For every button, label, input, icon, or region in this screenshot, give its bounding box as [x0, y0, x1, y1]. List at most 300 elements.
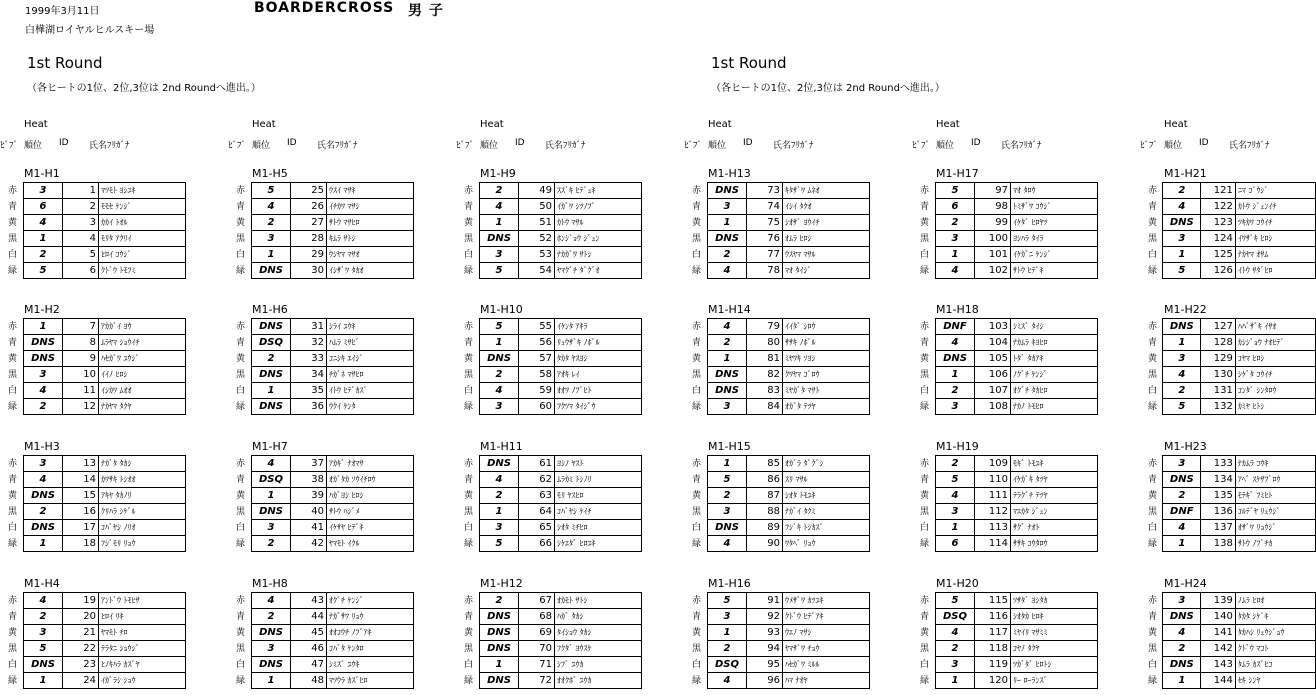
id-cell: 71: [519, 657, 555, 673]
name-cell: ﾔﾏﾓﾄ ﾁﾛ: [99, 625, 186, 641]
id-cell: 92: [747, 609, 783, 625]
name-cell: ｺﾙﾃﾞﾔ ﾘｭｳｼﾞ: [1235, 504, 1315, 520]
col-header-id: ID: [743, 138, 753, 148]
bib-color: 黒: [692, 643, 702, 654]
id-cell: 38: [291, 472, 327, 488]
bib-color: 白: [236, 659, 246, 670]
bib-color: 青: [692, 474, 702, 485]
id-cell: 8: [63, 335, 99, 351]
name-cell: ﾊｶﾞﾖｼ ﾋﾛｼ: [327, 488, 414, 504]
heat-row: [692, 625, 870, 641]
rank-cell: 2: [1163, 183, 1201, 199]
name-cell: ｲｼｲ ﾀｸｵ: [783, 199, 870, 215]
heat-row: [692, 657, 870, 673]
col-header-bib: ﾋﾞﾌﾞ: [456, 141, 475, 151]
name-cell: ｵｻﾞﾜ ﾘｮｳｼﾞ: [1235, 520, 1315, 536]
col-header-id: ID: [971, 138, 981, 148]
name-cell: ｺﾆｼｷ ｴｲｼﾞ: [327, 351, 414, 367]
bib-color: 黄: [920, 627, 930, 638]
name-cell: ｻﾄｳ ﾉﾌﾞﾁｶ: [1235, 536, 1315, 552]
rank-cell: 3: [252, 641, 291, 657]
rank-cell: 5: [708, 472, 747, 488]
col-header-bib: ﾋﾞﾌﾞ: [0, 141, 19, 151]
bib-color: 緑: [1148, 538, 1158, 549]
rank-cell: 1: [1163, 335, 1201, 351]
bib-color: 黒: [920, 643, 930, 654]
id-cell: 128: [1201, 335, 1236, 351]
heat-table: [236, 455, 414, 552]
bib-color: 赤: [464, 595, 474, 606]
heat-name: M1-H15: [708, 440, 751, 453]
heat-row: [692, 488, 870, 504]
heat-name: M1-H13: [708, 167, 751, 180]
heat-row: [8, 183, 186, 199]
col-header-name: 氏名ﾌﾘｶﾞﾅ: [1229, 141, 1270, 151]
name-cell: ｶｶｲ ﾄｵﾙ: [99, 215, 186, 231]
id-cell: 46: [291, 641, 327, 657]
id-cell: 56: [519, 335, 555, 351]
name-cell: ﾅｶﾞﾀ ﾀｶｼ: [99, 456, 186, 472]
heat-row: [8, 641, 186, 657]
heat-table: [920, 592, 1098, 689]
heat-row: [464, 657, 642, 673]
heat-row: [1148, 609, 1316, 625]
rank-cell: DNS: [252, 657, 291, 673]
name-cell: ｳﾒｻﾞﾜ ｶﾂﾕｷ: [783, 593, 870, 609]
heat-row: [1148, 641, 1316, 657]
rank-cell: 3: [24, 367, 63, 383]
name-cell: ﾘｰ ﾛｰﾗﾝｽﾞ: [1011, 673, 1098, 689]
id-cell: 21: [63, 625, 99, 641]
heat-row: [1148, 625, 1316, 641]
rank-cell: DNS: [480, 625, 519, 641]
bib-color: 青: [464, 201, 474, 212]
name-cell: ｱﾍﾞ ｽｹｻﾌﾞﾛｳ: [1235, 472, 1315, 488]
name-cell: ﾋﾛｲ ｺｳｼﾞ: [99, 247, 186, 263]
id-cell: 80: [747, 335, 783, 351]
rank-cell: DNS: [480, 641, 519, 657]
id-cell: 94: [747, 641, 783, 657]
name-cell: ﾅｶﾑﾗ ｷﾖﾋﾛ: [1011, 335, 1098, 351]
rank-cell: DSQ: [936, 609, 975, 625]
heat-row: [236, 367, 414, 383]
col-header-rank: 順位: [252, 141, 271, 151]
id-cell: 97: [975, 183, 1011, 199]
bib-color: 青: [8, 201, 18, 212]
name-cell: ｳｴﾉ ﾏｻｼ: [783, 625, 870, 641]
heat-row: [464, 593, 642, 609]
heat-table: [464, 318, 642, 415]
rank-cell: 1: [24, 319, 63, 335]
col-header-name: 氏名ﾌﾘｶﾞﾅ: [89, 141, 130, 151]
heat-row: [692, 399, 870, 415]
name-cell: ｼﾐｽﾞ ﾕｳｷ: [327, 657, 414, 673]
rank-cell: DNS: [1163, 472, 1201, 488]
name-cell: ﾌｸﾂﾏ ﾀｲｼﾞｳ: [555, 399, 642, 415]
name-cell: ｲｲﾀﾞ ｼﾛｳ: [783, 319, 870, 335]
rank-cell: 3: [936, 504, 975, 520]
id-cell: 5: [63, 247, 99, 263]
rank-cell: 4: [708, 673, 747, 689]
name-cell: ｶﾄｳ ﾏｻﾙ: [555, 215, 642, 231]
heat-row: [920, 657, 1098, 673]
id-cell: 20: [63, 609, 99, 625]
id-cell: 22: [63, 641, 99, 657]
id-cell: 35: [291, 383, 327, 399]
name-cell: ｷﾑﾗ ｻﾄｼ: [327, 231, 414, 247]
rank-cell: 2: [252, 536, 291, 552]
name-cell: ﾏﾂｳﾗ ｶｽﾞﾋﾛ: [327, 673, 414, 689]
name-cell: ｼｵﾀ ﾄﾓﾕｷ: [783, 488, 870, 504]
id-cell: 39: [291, 488, 327, 504]
rank-cell: 3: [24, 625, 63, 641]
name-cell: ｲﾁｶﾜ ﾏｻｼ: [327, 199, 414, 215]
heat-row: [8, 199, 186, 215]
rank-cell: 3: [1163, 456, 1201, 472]
heat-row: [692, 456, 870, 472]
heat-row: [464, 335, 642, 351]
id-cell: 109: [975, 456, 1011, 472]
heat-row: [236, 641, 414, 657]
id-cell: 104: [975, 335, 1011, 351]
id-cell: 115: [975, 593, 1011, 609]
name-cell: ｵｶﾞﾗ ﾀﾞｸﾞｼ: [783, 456, 870, 472]
rank-cell: 1: [252, 247, 291, 263]
rank-cell: 1: [936, 367, 975, 383]
col-header-heat: Heat: [1164, 119, 1188, 130]
id-cell: 69: [519, 625, 555, 641]
round-note-left: （各ヒートの1位、2位,3位は 2nd Roundへ進出。）: [27, 83, 261, 94]
id-cell: 1: [63, 183, 99, 199]
bib-color: 青: [464, 474, 474, 485]
id-cell: 126: [1201, 263, 1236, 279]
heat-table: [8, 455, 186, 552]
col-header-name: 氏名ﾌﾘｶﾞﾅ: [1001, 141, 1042, 151]
bib-color: 黄: [920, 217, 930, 228]
bib-color: 白: [236, 249, 246, 260]
col-header-bib: ﾋﾞﾌﾞ: [1140, 141, 1159, 151]
heat-row: [464, 231, 642, 247]
id-cell: 48: [291, 673, 327, 689]
bib-color: 黒: [1148, 233, 1158, 244]
heat-table: [692, 592, 870, 689]
bib-color: 黄: [236, 217, 246, 228]
id-cell: 6: [63, 263, 99, 279]
rank-cell: 5: [24, 263, 63, 279]
name-cell: ｽﾘ ﾏｻﾙ: [783, 472, 870, 488]
bib-color: 赤: [1148, 595, 1158, 606]
id-cell: 127: [1201, 319, 1236, 335]
id-cell: 111: [975, 488, 1011, 504]
heat-name: M1-H5: [252, 167, 288, 180]
name-cell: ｻﾄｳ ﾋﾃﾞｷ: [1011, 263, 1098, 279]
heat-row: [464, 625, 642, 641]
name-cell: ﾘｭｳｻﾞｷ ﾉﾎﾞﾙ: [555, 335, 642, 351]
name-cell: ﾃﾗｸﾞﾁ ﾃﾂﾔ: [1011, 488, 1098, 504]
id-cell: 143: [1201, 657, 1236, 673]
heat-row: [920, 625, 1098, 641]
rank-cell: 4: [936, 488, 975, 504]
name-cell: ﾓﾓｾ ｹﾝｼﾞ: [99, 199, 186, 215]
rank-cell: DNS: [708, 183, 747, 199]
id-cell: 61: [519, 456, 555, 472]
bib-color: 青: [1148, 201, 1158, 212]
name-cell: ﾖｼﾉ ﾔｽﾄ: [555, 456, 642, 472]
rank-cell: DNS: [708, 231, 747, 247]
rank-cell: 4: [936, 335, 975, 351]
name-cell: ｼﾗｲ ﾕｳｷ: [327, 319, 414, 335]
heat-name: M1-H6: [252, 303, 288, 316]
id-cell: 136: [1201, 504, 1236, 520]
bib-color: 青: [236, 201, 246, 212]
rank-cell: 2: [936, 215, 975, 231]
heat-row: [692, 504, 870, 520]
bib-color: 緑: [236, 675, 246, 686]
name-cell: ﾄﾀﾞ ﾀｶｱｷ: [1011, 351, 1098, 367]
name-cell: ﾆﾏ ｺﾞｳｼﾞ: [1235, 183, 1315, 199]
bib-color: 白: [464, 522, 474, 533]
heat-row: [692, 367, 870, 383]
heat-row: [8, 456, 186, 472]
id-cell: 28: [291, 231, 327, 247]
bib-color: 黒: [236, 643, 246, 654]
col-header-heat: Heat: [936, 119, 960, 130]
heat-row: [692, 383, 870, 399]
bib-color: 赤: [236, 458, 246, 469]
bib-color: 赤: [1148, 458, 1158, 469]
heat-table: [236, 592, 414, 689]
bib-color: 白: [8, 522, 18, 533]
bib-color: 黒: [8, 233, 18, 244]
bib-color: 黄: [236, 490, 246, 501]
bib-color: 緑: [920, 401, 930, 412]
bib-color: 青: [920, 337, 930, 348]
rank-cell: 2: [480, 183, 519, 199]
id-cell: 113: [975, 520, 1011, 536]
bib-color: 緑: [464, 538, 474, 549]
id-cell: 86: [747, 472, 783, 488]
heat-row: [1148, 472, 1316, 488]
heat-row: [8, 351, 186, 367]
rank-cell: 3: [708, 504, 747, 520]
name-cell: ﾎﾝｼﾞｮｳ ｼﾞｭﾝ: [555, 231, 642, 247]
heat-row: [692, 183, 870, 199]
name-cell: ﾌｼﾞｷ ﾄｼｶｽﾞ: [783, 520, 870, 536]
heat-row: [8, 625, 186, 641]
rank-cell: 4: [1163, 367, 1201, 383]
heat-table: [8, 592, 186, 689]
bib-color: 赤: [1148, 321, 1158, 332]
rank-cell: 5: [936, 472, 975, 488]
id-cell: 81: [747, 351, 783, 367]
heat-row: [1148, 383, 1316, 399]
bib-color: 白: [920, 249, 930, 260]
rank-cell: 5: [480, 319, 519, 335]
name-cell: ｲｹｶﾞﾆ ｹﾝｼﾞ: [1011, 247, 1098, 263]
bib-color: 黒: [464, 369, 474, 380]
heat-row: [1148, 263, 1316, 279]
heat-row: [464, 504, 642, 520]
rank-cell: 4: [24, 215, 63, 231]
rank-cell: 1: [24, 536, 63, 552]
name-cell: ｱｷﾔ ﾀｶﾉﾘ: [99, 488, 186, 504]
name-cell: ﾅｶﾔﾏ ｵｻﾑ: [1235, 247, 1315, 263]
rank-cell: 4: [24, 593, 63, 609]
heat-table: [236, 318, 414, 415]
bib-color: 黒: [236, 506, 246, 517]
bib-color: 赤: [1148, 185, 1158, 196]
rank-cell: DNS: [1163, 657, 1201, 673]
name-cell: ﾐﾔｲﾘ ﾏｻﾐﾐ: [1011, 625, 1098, 641]
rank-cell: 4: [252, 199, 291, 215]
heat-name: M1-H19: [936, 440, 979, 453]
id-cell: 59: [519, 383, 555, 399]
id-cell: 83: [747, 383, 783, 399]
heat-row: [1148, 504, 1316, 520]
id-cell: 47: [291, 657, 327, 673]
name-cell: ﾅｶﾞｻﾜ ﾘｮｳ: [327, 609, 414, 625]
name-cell: ｽｽﾞｷ ﾋﾃﾞｭｷ: [555, 183, 642, 199]
id-cell: 124: [1201, 231, 1236, 247]
name-cell: ｼﾐｽﾞ ﾀｲｼ: [1011, 319, 1098, 335]
id-cell: 125: [1201, 247, 1236, 263]
heat-row: [8, 609, 186, 625]
bib-color: 赤: [920, 458, 930, 469]
name-cell: ｲﾜｻﾞｷ ﾋﾛｼ: [1235, 231, 1315, 247]
name-cell: ｵｸﾞﾁ ﾀｶﾋﾛ: [1011, 383, 1098, 399]
name-cell: ﾂｷｶﾜ ｺｳｲﾁ: [1235, 215, 1315, 231]
bib-color: 黄: [236, 353, 246, 364]
heat-row: [692, 520, 870, 536]
rank-cell: DNS: [480, 231, 519, 247]
heat-table: [1148, 455, 1316, 552]
name-cell: ｻｸﾞ ﾅｵﾄ: [1011, 520, 1098, 536]
id-cell: 131: [1201, 383, 1236, 399]
name-cell: ﾃﾗﾀﾆ ｼｮｳｼﾞ: [99, 641, 186, 657]
heat-row: [920, 593, 1098, 609]
name-cell: ｸﾄﾞｳ ﾄﾓﾌﾐ: [99, 263, 186, 279]
heat-row: [464, 247, 642, 263]
rank-cell: 4: [252, 593, 291, 609]
bib-color: 白: [236, 522, 246, 533]
bib-color: 青: [692, 337, 702, 348]
rank-cell: DNS: [24, 335, 63, 351]
name-cell: ｵｶﾞﾀｶ ｿｳｲﾁﾛｳ: [327, 472, 414, 488]
heat-row: [920, 383, 1098, 399]
rank-cell: 4: [708, 536, 747, 552]
name-cell: ｺﾔﾏ ﾋﾛｼ: [1235, 351, 1315, 367]
bib-color: 黄: [8, 217, 18, 228]
bib-color: 黒: [692, 233, 702, 244]
heat-row: [8, 536, 186, 552]
name-cell: ｶｼｼﾞｮｳ ﾅｵﾋﾃﾞ: [1235, 335, 1315, 351]
rank-cell: 1: [936, 673, 975, 689]
heat-row: [8, 520, 186, 536]
rank-cell: 1: [480, 335, 519, 351]
rank-cell: 5: [1163, 399, 1201, 415]
id-cell: 96: [747, 673, 783, 689]
col-header-rank: 順位: [480, 141, 499, 151]
heat-row: [236, 247, 414, 263]
heat-name: M1-H1: [24, 167, 60, 180]
bib-color: 白: [464, 249, 474, 260]
id-cell: 53: [519, 247, 555, 263]
rank-cell: 3: [936, 657, 975, 673]
id-cell: 132: [1201, 399, 1236, 415]
name-cell: ﾓﾃｷﾞ ﾌﾐﾋﾄ: [1235, 488, 1315, 504]
id-cell: 84: [747, 399, 783, 415]
name-cell: ﾁｶﾞﾈ ﾏｻﾋﾛ: [327, 367, 414, 383]
name-cell: ｾｷ ｼﾝﾔ: [1235, 673, 1315, 689]
heat-row: [920, 399, 1098, 415]
heat-table: [692, 318, 870, 415]
heat-row: [8, 367, 186, 383]
rank-cell: 6: [936, 536, 975, 552]
bib-color: 白: [236, 385, 246, 396]
heat-row: [920, 488, 1098, 504]
heat-table: [1148, 592, 1316, 689]
rank-cell: DNS: [252, 367, 291, 383]
rank-cell: 4: [708, 319, 747, 335]
id-cell: 121: [1201, 183, 1236, 199]
heat-row: [920, 504, 1098, 520]
bib-color: 緑: [236, 538, 246, 549]
name-cell: ｳｸｲ ｹﾝﾀ: [327, 399, 414, 415]
round-title-left: 1st Round: [27, 54, 103, 72]
heat-row: [920, 472, 1098, 488]
id-cell: 99: [975, 215, 1011, 231]
bib-color: 緑: [1148, 265, 1158, 276]
id-cell: 26: [291, 199, 327, 215]
bib-color: 緑: [236, 401, 246, 412]
id-cell: 29: [291, 247, 327, 263]
id-cell: 107: [975, 383, 1011, 399]
id-cell: 14: [63, 472, 99, 488]
name-cell: ﾏｴｶﾀ ｼﾞｭﾝ: [1011, 504, 1098, 520]
rank-cell: 1: [936, 520, 975, 536]
id-cell: 62: [519, 472, 555, 488]
rank-cell: 1: [252, 488, 291, 504]
name-cell: ｱｶｷﾞ ﾅｵﾏｻ: [327, 456, 414, 472]
heat-row: [8, 383, 186, 399]
name-cell: ﾋﾛｲ ﾘｷ: [99, 609, 186, 625]
rank-cell: 1: [1163, 673, 1201, 689]
bib-color: 青: [236, 337, 246, 348]
name-cell: ｲｹｻﾔ ﾋﾃﾞｷ: [327, 520, 414, 536]
col-header-rank: 順位: [1164, 141, 1183, 151]
name-cell: ｻｻｷ ｺｳﾀﾛｳ: [1011, 536, 1098, 552]
rank-cell: 2: [936, 641, 975, 657]
heat-row: [1148, 215, 1316, 231]
id-cell: 139: [1201, 593, 1236, 609]
id-cell: 42: [291, 536, 327, 552]
rank-cell: 1: [480, 657, 519, 673]
rank-cell: DNS: [1163, 215, 1201, 231]
id-cell: 137: [1201, 520, 1236, 536]
id-cell: 16: [63, 504, 99, 520]
heat-row: [8, 263, 186, 279]
bib-color: 白: [464, 385, 474, 396]
id-cell: 75: [747, 215, 783, 231]
id-cell: 57: [519, 351, 555, 367]
bib-color: 赤: [692, 185, 702, 196]
heat-row: [692, 335, 870, 351]
bib-color: 赤: [236, 595, 246, 606]
heat-table: [464, 182, 642, 279]
rank-cell: 5: [480, 263, 519, 279]
rank-cell: 1: [1163, 536, 1201, 552]
heat-row: [692, 199, 870, 215]
